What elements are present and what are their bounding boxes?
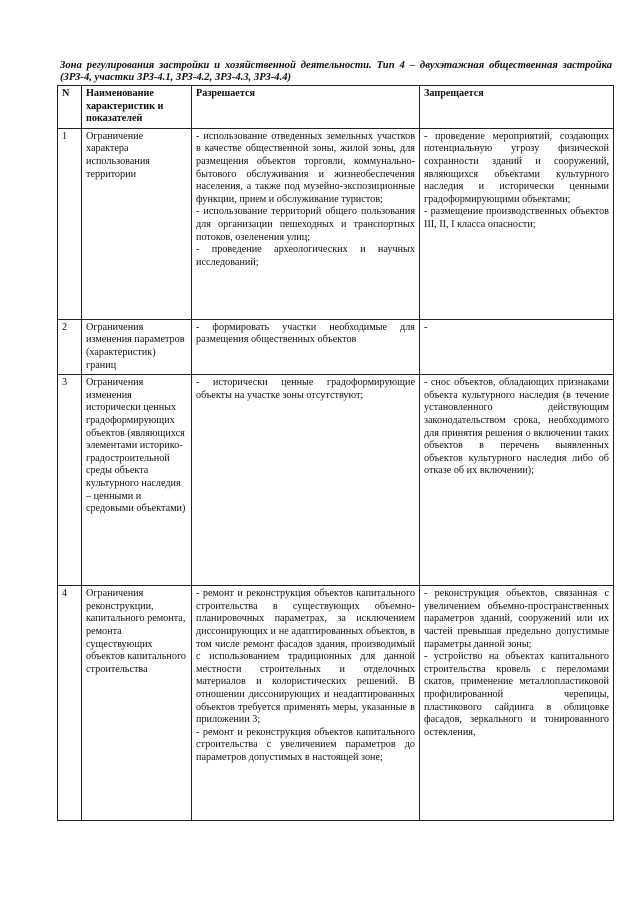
allowed-item: - исторически ценные градоформирующие объекты на участке зоны отсутствуют;: [196, 377, 415, 401]
header-forbidden: Запрещается: [420, 86, 614, 129]
allowed-cell: [192, 319, 420, 374]
row-number: 2: [58, 319, 82, 374]
row-number: 1: [58, 128, 82, 319]
forbidden-item: - размещение производственных объектов III, II, I класса опасности;: [424, 206, 609, 230]
allowed-cell: [192, 375, 420, 586]
table-row: [58, 128, 614, 319]
forbidden-item: - снос объектов, обладающих признаками объекта культурного наследия (в течение установленного действующим законодательством срока, необходимого для принятия решения о включении таких объектов в перечень выявленных объектов культурного наследия либо об отказе об их включении);: [424, 377, 609, 477]
row-name: Ограничения реконструкции, капитального ремонта, ремонта существующих объектов капитального строительства: [82, 586, 192, 821]
row-name: Ограничения изменения исторически ценных градоформирующих объектов (являющихся элементами историко-градостроительной среды объекта культурного наследия – ценными и средовыми объектами): [82, 375, 192, 586]
row-name: Ограничения изменения параметров (характеристик) границ: [82, 319, 192, 374]
row-number: 4: [58, 586, 82, 821]
table-row: [58, 375, 614, 586]
forbidden-cell: [420, 128, 614, 319]
allowed-item: - формировать участки необходимые для размещения общественных объектов: [196, 321, 415, 346]
regulation-table: [57, 85, 614, 821]
allowed-item: - использование территорий общего пользования для организации пешеходных и транспортных потоков, озеленения улиц;: [196, 206, 415, 243]
forbidden-cell: [420, 586, 614, 821]
table-row: [58, 586, 614, 821]
allowed-item: - использование отведенных земельных участков в качестве общественной зоны, жилой зоны, для размещения объектов торговли, коммунально-бытового обслуживания и жизнеобеспечения населения, а также под музейно-экспозиционные функции, прием и обслуживание туристов;: [196, 130, 415, 205]
allowed-cell: [192, 586, 420, 821]
allowed-item: - ремонт и реконструкция объектов капитального строительства с увеличением параметров до параметров допустимых в настоящей зоне;: [196, 726, 415, 763]
allowed-item: - проведение археологических и научных исследований;: [196, 244, 415, 268]
forbidden-cell: [420, 319, 614, 374]
row-number: 3: [58, 375, 82, 586]
allowed-cell: [192, 128, 420, 319]
table-row: [58, 319, 614, 374]
header-number: N: [58, 86, 82, 129]
header-allowed: Разрешается: [192, 86, 420, 129]
zone-heading: Зона регулирования застройки и хозяйственной деятельности. Тип 4 – двухэтажная общественная застройка (ЗРЗ-4, участки ЗРЗ-4.1, ЗРЗ-4.2, ЗРЗ-4.3, ЗРЗ-4.4): [60, 60, 612, 83]
row-name: Ограничение характера использования территории: [82, 128, 192, 319]
forbidden-item: - устройство на объектах капитального строительства кровель с переломами скатов, применение металлопластиковой профилированной черепицы, пластикового сайдинга в облицовке фасадов, зеркального и тонированного остекления,: [424, 651, 609, 738]
forbidden-item: -: [424, 321, 428, 333]
forbidden-item: - проведение мероприятий, создающих потенциальную угрозу физической сохранности зданий и сооружений, являющихся объектами культурного наследия и исторически ценными градоформирующими объектами;: [424, 130, 609, 205]
allowed-item: - ремонт и реконструкция объектов капитального строительства в существующих объемно-планировочных параметрах, за исключением диссонирующих и не адаптированных объектов, в том числе ремонт фасадов здания, производимый с использованием традиционных для данной местности строительных и отделочных материалов и колористических решений. В отношении диссонирующих и неадаптированных объектов требуется применять меры, указанные в приложении 3;: [196, 588, 415, 726]
header-characteristics: Наименование характеристик и показателей: [82, 86, 192, 129]
forbidden-item: - реконструкция объектов, связанная с увеличением объемно-пространственных параметров зданий, сооружений или их частей превышая предельно допустимые параметры данной зоны;: [424, 588, 609, 650]
forbidden-cell: [420, 375, 614, 586]
table-header-row: [58, 86, 614, 129]
